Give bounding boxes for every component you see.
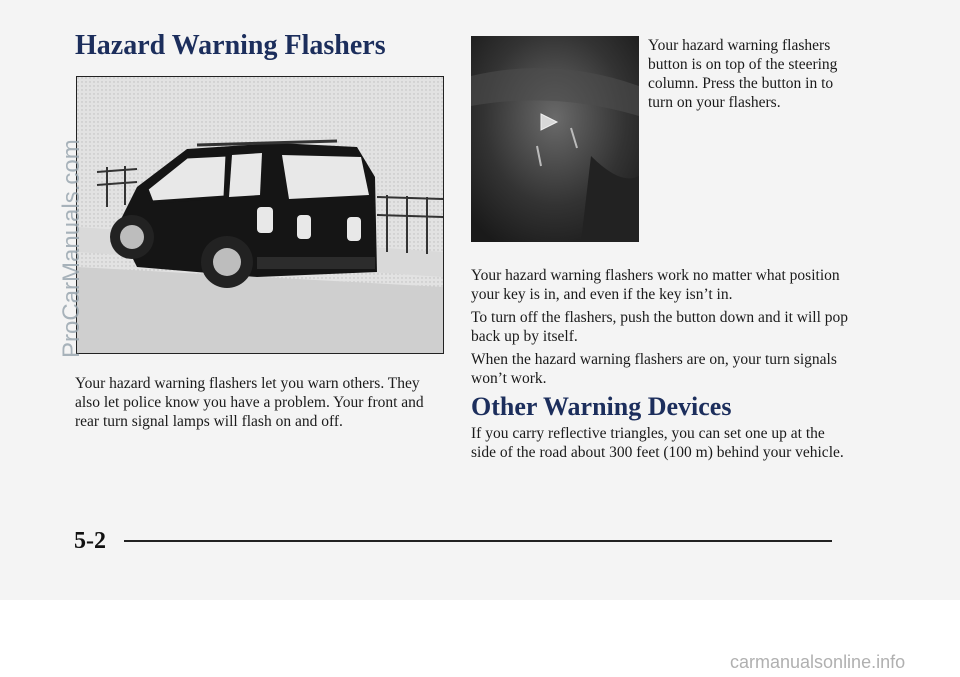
hazard-button-photo [471,36,639,242]
body-paragraph-key-position: Your hazard warning flashers work no matter what position your key is in, and even if the key isn’t in. [471,267,840,303]
callout-text: Your hazard warning flashers button is on top of the steering column. Press the button in to turn on your flashers. [648,37,838,111]
minivan-illustration [76,76,444,354]
body-paragraph-triangles: If you carry reflective triangles, you can set one up at the side of the road about 300 feet (100 m) behind your vehicle. [471,425,844,461]
watermark-text: ProCarManuals.com [58,139,85,358]
section-title: Other Warning Devices [471,392,732,421]
body-paragraph-turn-signals: When the hazard warning flashers are on, your turn signals won’t work. [471,351,837,387]
footer-rule [124,540,832,542]
body-paragraph-turn-off: To turn off the flashers, push the button down and it will pop back up by itself. [471,309,849,345]
footer-url: carmanualsonline.info [730,652,906,672]
minivan-drawing [77,77,443,353]
page-number: 5-2 [74,528,106,554]
body-paragraph-left: Your hazard warning flashers let you warn others. They also let police know you have a problem. Your front and rear turn signal lamps will flash on and off. [75,375,424,430]
page-title: Hazard Warning Flashers [75,30,386,61]
hazard-button-drawing [471,36,639,242]
